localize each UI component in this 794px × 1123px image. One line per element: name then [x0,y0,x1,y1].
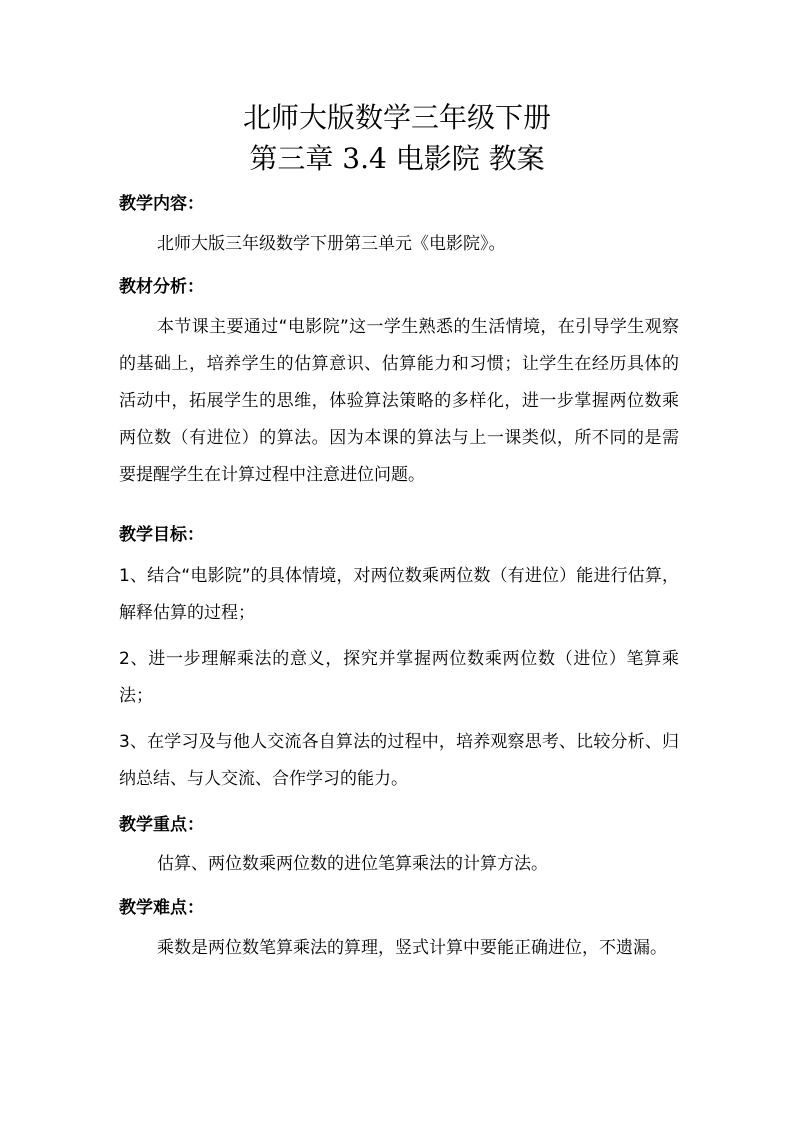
paragraph-difficulties: 乘数是两位数笔算乘法的算理，竖式计算中要能正确进位，不遗漏。 [157,938,667,958]
objective-item-1: 1、结合“电影院”的具体情境，对两位数乘两位数（有进位）能进行估算，解释估算的过程； [119,566,679,623]
paragraph-teaching-content: 北师大版三年级数学下册第三单元《电影院》。 [157,234,506,254]
paragraph-key-points: 估算、两位数乘两位数的进位笔算乘法的计算方法。 [157,854,548,874]
heading-teaching-content: 教学内容： [119,194,204,214]
document-title: 北师大版数学三年级下册 [242,101,551,134]
heading-difficulties: 教学难点： [119,898,204,918]
document-subtitle: 第三章 3.4 电影院 教案 [249,142,545,175]
heading-key-points: 教学重点： [119,815,204,835]
heading-material-analysis: 教材分析： [119,277,204,297]
objective-item-3: 3、在学习及与他人交流各自算法的过程中，培养观察思考、比较分析、归纳总结、与人交流、合作学习的能力。 [119,732,679,789]
paragraph-material-analysis: 本节课主要通过“电影院”这一学生熟悉的生活情境，在引导学生观察的基础上，培养学生的估算意识、估算能力和习惯；让学生在经历具体的活动中，拓展学生的思维，体验算法策略的多样化，进一步掌握两位数乘两位数（有进位）的算法。因为本课的算法与上一课类似，所不同的是需要提醒学生在计算过程中注意进位问题。 [119,317,679,485]
objective-item-2: 2、进一步理解乘法的意义，探究并掌握两位数乘两位数（进位）笔算乘法； [119,649,679,706]
heading-teaching-objectives: 教学目标： [119,525,204,545]
